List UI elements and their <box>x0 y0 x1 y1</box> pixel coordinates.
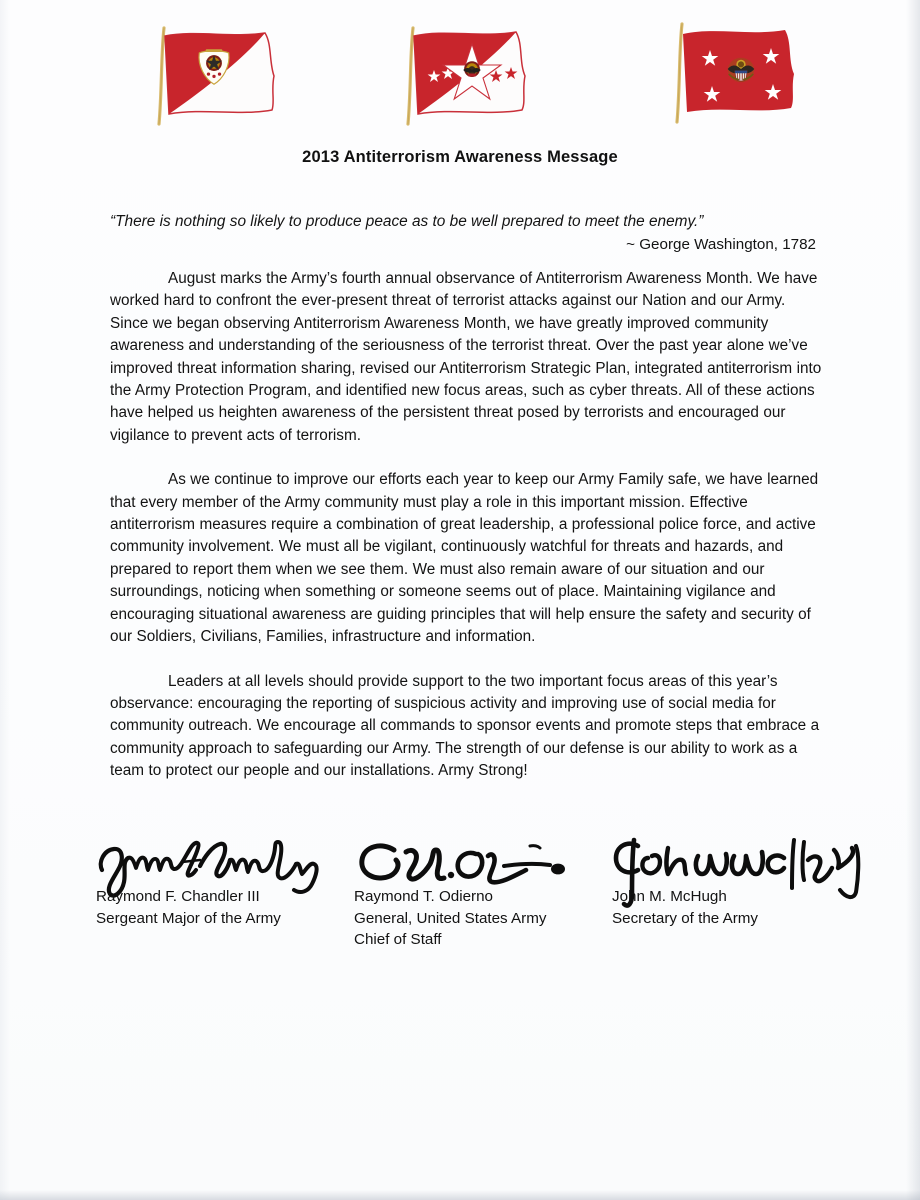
signature-title: Chief of Staff <box>354 931 442 948</box>
page-title: 2013 Antiterrorism Awareness Message <box>302 148 618 166</box>
signature-title: Secretary of the Army <box>612 909 759 927</box>
scan-edge-left <box>0 0 10 1200</box>
signature-names <box>96 886 346 929</box>
signature-names <box>612 886 872 929</box>
signature-title: Sergeant Major of the Army <box>96 909 281 927</box>
sergeant-major-of-the-army-flag <box>148 24 298 128</box>
secretary-of-the-army-flag <box>668 20 818 124</box>
quote-block <box>110 212 822 253</box>
paragraph: Leaders at all levels should provide support to the two important focus areas of this year’s observance: encouraging the reporting of suspicious activity and improving use of social media for community outreach. We encourage all commands to sponsor events and promote steps that embrace a community approach to safeguarding our Army. The strength of our defense is our ability to work as a team to protect our people and our installations. Army Strong! <box>110 672 820 780</box>
flag-row <box>0 18 920 128</box>
body-copy <box>110 268 822 783</box>
chief-of-staff-of-the-army-flag <box>398 22 548 126</box>
quote-text: “There is nothing so likely to produce peace as to be well prepared to meet the enemy.” <box>110 213 704 230</box>
quote-attribution: ~ George Washington, 1782 <box>626 235 816 253</box>
scan-edge-bottom <box>0 1190 920 1200</box>
paragraph: August marks the Army’s fourth annual observance of Antiterrorism Awareness Month. We have worked hard to confront the ever-present threat of terrorist attacks against our Nation and our Army. Since we began observing Antiterrorism Awareness Month, we have greatly improved community awareness and understanding of the seriousness of the terrorist threat. Over the past year alone we’ve improved threat information sharing, revised our Antiterrorism Strategic Plan, integrated antiterrorism into the Army Protection Program, and identified new focus areas, such as cyber threats. All of these actions have helped us heighten awareness of the persistent threat posed by terrorists and encouraged our vigilance to prevent acts of terrorism. <box>110 270 822 444</box>
signature-name: Raymond T. Odierno <box>354 888 494 905</box>
signature-names <box>354 886 604 951</box>
signature-title: General, United States Army <box>354 909 547 927</box>
signature-name: John M. McHugh <box>612 888 727 905</box>
paragraph: As we continue to improve our efforts each year to keep our Army Family safe, we have learned that every member of the Army community must play a role in this important mission. Effective antiterrorism measures require a combination of great leadership, a professional police force, and active community involvement. We must all be vigilant, continuously watchful for threats and hazards, and prepared to report them when we see them. We must also remain aware of our situation and our surroundings, noticing when something or someone seems out of place. Maintaining vigilance and encouraging situational awareness are guiding principles that will help ensure the safety and security of our Soldiers, Civilians, Families, infrastructure and information. <box>110 471 819 646</box>
signature-block <box>96 840 886 960</box>
scan-edge-right <box>906 0 920 1200</box>
signature-name: Raymond F. Chandler III <box>96 888 260 905</box>
